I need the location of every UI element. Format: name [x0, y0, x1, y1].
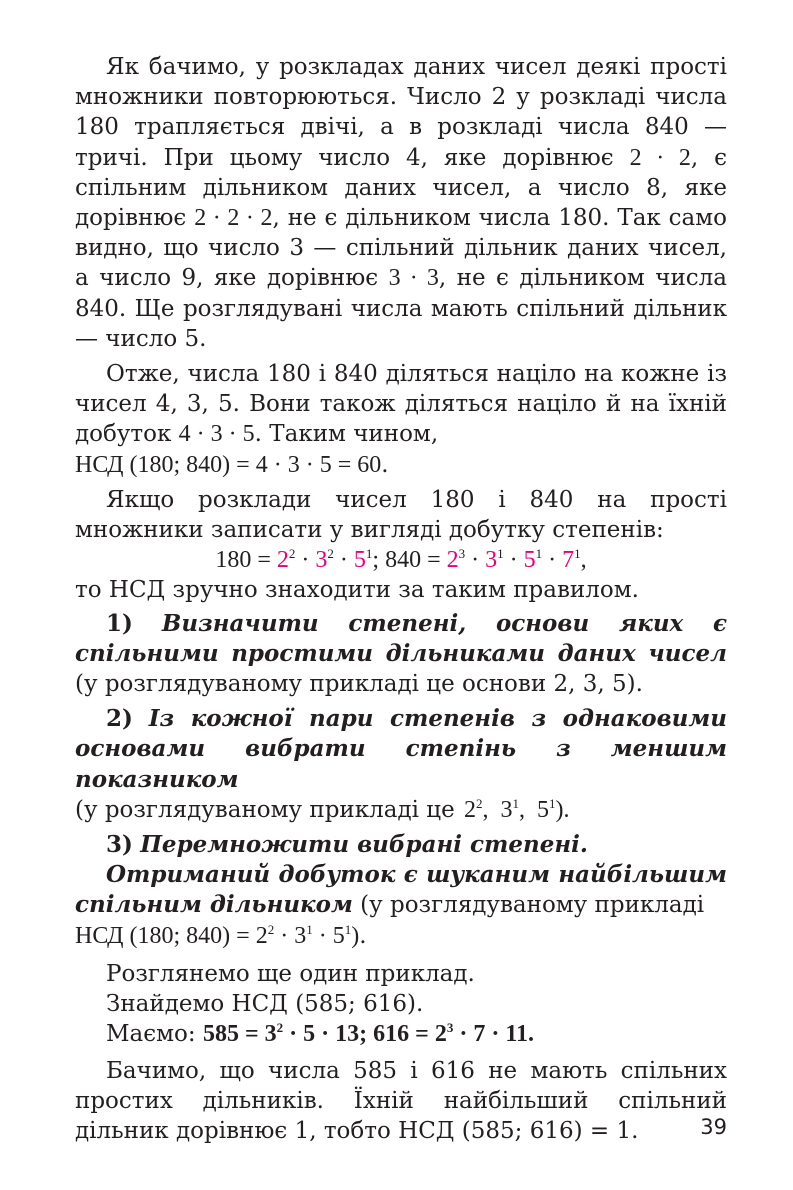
paragraph-factorization: [75, 52, 727, 354]
expression: 2 · 2: [629, 144, 691, 171]
expression: 3 · 3: [388, 265, 439, 292]
gcd-formula: НСД (180; 840) = 4 · 3 · 5 = 60: [75, 451, 382, 478]
text: , не є дільником числа 840. Ще розглядувані числа мають спільний дільник — число 5.: [75, 265, 728, 352]
rule-result: Отриманий добуток є шуканим найбільшим спільним дільником (у розглядуваному прикладі НСД (180; $840) = 2^2 \cdot 3^1 \cdot 5^1$).: [75, 861, 727, 949]
example-intro: Розглянемо ще один приклад.: [106, 960, 475, 987]
text: . Таким чином,: [254, 421, 439, 448]
page-content: [75, 52, 727, 1146]
paragraph-conclusion: Бачимо, що числа 585 і 616 не мають спільних простих дільників. Їхній найбільший спільний дільник дорівнює 1, тобто НСД (585; 616) = 1.: [75, 1057, 727, 1144]
rule-step-3: 3) Перемножити вибрані степені.: [106, 831, 588, 859]
text: Якщо розклади чисел 180 і 840 на прості множники записати у вигляді добутку степенів:: [75, 486, 727, 544]
page-number: 39: [700, 1115, 727, 1139]
paragraph-powers: [75, 485, 727, 545]
text: , не є дільником числа 180. Так само видно, що число 3 — спільний дільник даних чисел, а число 9, яке дорівнює: [75, 205, 728, 292]
expression: 2 · 2 · 2: [194, 205, 273, 232]
example-task: Знайдемо НСД (585; 616).: [106, 991, 424, 1018]
result-formula: НСД (180; $840) = 2^2 \cdot 3^1 \cdot 5^1$): [75, 921, 360, 949]
text: Отже, числа 180 і 840 діляться націло на кожне із чисел 4, 3, 5. Вони також діляться націло й на їхній добуток: [75, 361, 727, 448]
text: Як бачимо, у розкладах даних чисел деякі прості множники повторюються. Число 2 у розкладі числа 180 трапляється двічі, а в розкладі числа 840 — тричі. При цьому число 4, яке дорівнює: [75, 54, 727, 171]
rule-intro: то НСД зручно знаходити за таким правилом.: [75, 577, 639, 604]
rule-step-1: 1) Визначити степені, основи яких є спільними простими дільниками даних чисел (у розглядуваному прикладі це основи 2, 3, 5).: [75, 609, 727, 698]
rule-step-2: 2) Із кожної пари степенів з однаковими основами вибрати степінь з меншим показником (у розглядуваному прикладі це $2^2$, $3^1$, $5^1$).: [75, 705, 727, 823]
text: , є спільним дільником даних чисел, а число 8, яке дорівнює: [75, 144, 728, 232]
paragraph-divisibility: Отже, числа 180 і 840 діляться націло на кожне із чисел 4, 3, 5. Вони також діляться націло й на їхній добуток 4 · 3 · 5. Таким чином, НСД (180; 840) = 4 · 3 · 5 = 60.: [75, 361, 727, 478]
expression: 4 · 3 · 5: [178, 421, 255, 448]
powers-formula: $180 = 2^2 \cdot 3^2 \cdot 5^1$; $840 = 2^3 \cdot 3^1 \cdot 5^1 \cdot 7^1$,: [215, 546, 587, 574]
example-factorization: Маємо: $585 = 3^2 \cdot 5 \cdot 13$; $616 = 2^3 \cdot 7 \cdot 11$.: [106, 1020, 535, 1048]
